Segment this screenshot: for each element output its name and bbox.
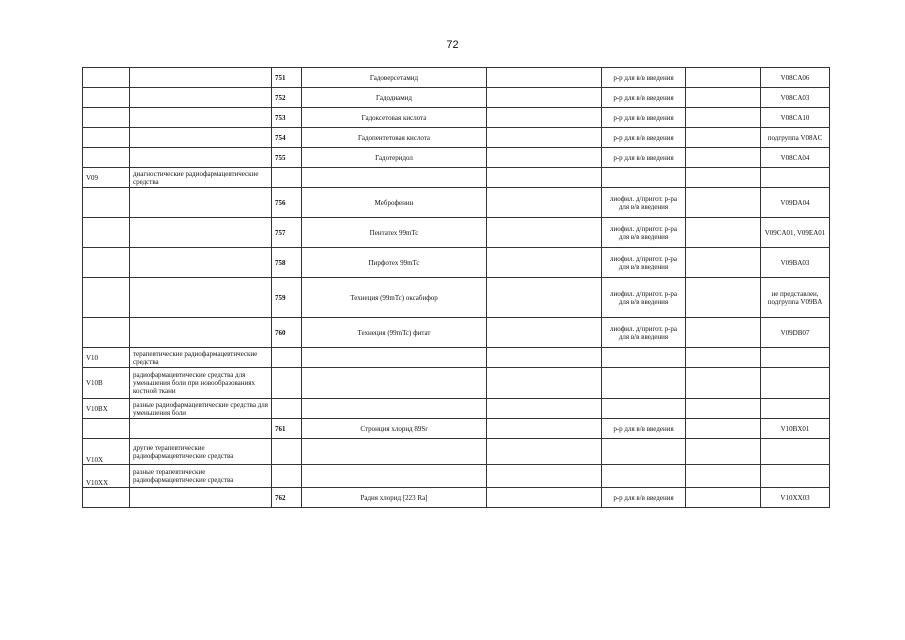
drug-name: Гадоксетовая кислота: [302, 108, 487, 128]
dosage-form: р-р для в/в введения: [602, 488, 686, 508]
drug-name: Гадотеридол: [302, 148, 487, 168]
empty-cell: [686, 128, 761, 148]
empty-cell: [487, 439, 602, 465]
table-row: [83, 348, 830, 368]
row-number: 761: [272, 419, 302, 439]
table-row: [83, 439, 830, 465]
drug-name: [302, 465, 487, 488]
atc-group-code: V10B: [83, 368, 130, 399]
atc-group-name: терапевтические радиофармацевтические средства: [130, 348, 272, 368]
empty-cell: [686, 368, 761, 399]
row-number: 758: [272, 248, 302, 278]
atc-group-code: [83, 419, 130, 439]
atc-group-code: V09: [83, 168, 130, 188]
row-number: 762: [272, 488, 302, 508]
atc-code: V08CA06: [761, 68, 830, 88]
row-number: 757: [272, 218, 302, 248]
atc-code: V09DB07: [761, 318, 830, 348]
atc-group-code: [83, 318, 130, 348]
drug-name: Гадоверсетамид: [302, 68, 487, 88]
empty-cell: [686, 218, 761, 248]
empty-cell: [487, 88, 602, 108]
empty-cell: [487, 168, 602, 188]
empty-cell: [686, 488, 761, 508]
atc-code: [761, 168, 830, 188]
atc-code: [761, 368, 830, 399]
atc-group-code: [83, 68, 130, 88]
row-number: 754: [272, 128, 302, 148]
dosage-form: лиофил. д/пригот. р-ра для в/в введения: [602, 278, 686, 318]
empty-cell: [686, 68, 761, 88]
empty-cell: [487, 248, 602, 278]
atc-group-name: [130, 488, 272, 508]
empty-cell: [487, 148, 602, 168]
dosage-form: [602, 399, 686, 419]
dosage-form: [602, 168, 686, 188]
atc-code: V08CA10: [761, 108, 830, 128]
drug-name: Технеция (99mTc) фитат: [302, 318, 487, 348]
atc-group-name: [130, 419, 272, 439]
row-number: 759: [272, 278, 302, 318]
dosage-form: лиофил. д/пригот. р-ра для в/в введения: [602, 218, 686, 248]
empty-cell: [686, 248, 761, 278]
drug-name: Радия хлорид [223 Ra]: [302, 488, 487, 508]
drug-name: [302, 368, 487, 399]
drug-name: Гадопентетовая кислота: [302, 128, 487, 148]
atc-group-name: [130, 188, 272, 218]
empty-cell: [686, 88, 761, 108]
dosage-form: р-р для в/в введения: [602, 68, 686, 88]
empty-cell: [487, 278, 602, 318]
page-number: 72: [446, 39, 459, 51]
atc-group-code: [83, 488, 130, 508]
empty-cell: [487, 488, 602, 508]
empty-cell: [686, 439, 761, 465]
atc-group-name: разные радиофармацевтические средства для уменьшения боли: [130, 399, 272, 419]
row-number: [272, 439, 302, 465]
atc-code: [761, 439, 830, 465]
atc-group-name: [130, 128, 272, 148]
empty-cell: [686, 278, 761, 318]
dosage-form: р-р для в/в введения: [602, 128, 686, 148]
drug-name: Гадодиамид: [302, 88, 487, 108]
table-row: [83, 318, 830, 348]
table-row: [83, 465, 830, 488]
row-number: 751: [272, 68, 302, 88]
empty-cell: [686, 419, 761, 439]
atc-group-name: [130, 218, 272, 248]
table-row: [83, 488, 830, 508]
empty-cell: [487, 348, 602, 368]
table-row: [83, 68, 830, 88]
empty-cell: [686, 168, 761, 188]
table-row: [83, 399, 830, 419]
table-row: [83, 368, 830, 399]
atc-code: V09DA04: [761, 188, 830, 218]
atc-group-code: [83, 148, 130, 168]
atc-group-name: [130, 318, 272, 348]
row-number: [272, 168, 302, 188]
empty-cell: [487, 188, 602, 218]
dosage-form: р-р для в/в введения: [602, 108, 686, 128]
row-number: 755: [272, 148, 302, 168]
atc-code: подгруппа V08AC: [761, 128, 830, 148]
empty-cell: [487, 318, 602, 348]
dosage-form: лиофил. д/пригот. р-ра для в/в введения: [602, 318, 686, 348]
atc-group-code: [83, 278, 130, 318]
atc-group-name: другие терапевтические радиофармацевтические средства: [130, 439, 272, 465]
dosage-form: [602, 439, 686, 465]
atc-code: V08CA04: [761, 148, 830, 168]
empty-cell: [487, 399, 602, 419]
row-number: [272, 465, 302, 488]
table-row: [83, 168, 830, 188]
atc-group-code: V10XX: [83, 465, 130, 488]
dosage-form: р-р для в/в введения: [602, 88, 686, 108]
table-row: [83, 128, 830, 148]
row-number: 760: [272, 318, 302, 348]
atc-code: V09BA03: [761, 248, 830, 278]
atc-group-name: [130, 248, 272, 278]
drug-registry-table: [82, 67, 830, 508]
dosage-form: [602, 465, 686, 488]
atc-group-name: разные терапевтические радиофармацевтические средства: [130, 465, 272, 488]
atc-group-code: V10: [83, 348, 130, 368]
empty-cell: [686, 399, 761, 419]
empty-cell: [487, 108, 602, 128]
atc-code: [761, 348, 830, 368]
empty-cell: [487, 465, 602, 488]
atc-code: [761, 465, 830, 488]
table-row: [83, 278, 830, 318]
row-number: 756: [272, 188, 302, 218]
empty-cell: [487, 218, 602, 248]
atc-code: [761, 399, 830, 419]
atc-group-code: [83, 108, 130, 128]
row-number: 753: [272, 108, 302, 128]
drug-name: [302, 439, 487, 465]
table-row: [83, 148, 830, 168]
dosage-form: [602, 368, 686, 399]
empty-cell: [686, 318, 761, 348]
row-number: [272, 399, 302, 419]
table-row: [83, 88, 830, 108]
table-row: [83, 188, 830, 218]
atc-group-code: V10X: [83, 439, 130, 465]
atc-group-name: [130, 148, 272, 168]
row-number: [272, 348, 302, 368]
empty-cell: [686, 148, 761, 168]
atc-group-code: [83, 88, 130, 108]
atc-code: V09CA01, V09EA01: [761, 218, 830, 248]
table-row: [83, 108, 830, 128]
atc-code: V10XX03: [761, 488, 830, 508]
dosage-form: р-р для в/в введения: [602, 148, 686, 168]
atc-code: не представлен, подгруппа V09BA: [761, 278, 830, 318]
dosage-form: [602, 348, 686, 368]
atc-group-code: [83, 188, 130, 218]
drug-name: Пирфотех 99mTc: [302, 248, 487, 278]
atc-group-code: V10BX: [83, 399, 130, 419]
empty-cell: [487, 128, 602, 148]
atc-group-code: [83, 248, 130, 278]
row-number: 752: [272, 88, 302, 108]
drug-name: Пентатех 99mTc: [302, 218, 487, 248]
atc-code: V08CA03: [761, 88, 830, 108]
atc-code: V10BX01: [761, 419, 830, 439]
atc-group-name: диагностические радиофармацевтические средства: [130, 168, 272, 188]
dosage-form: лиофил. д/пригот. р-ра для в/в введения: [602, 188, 686, 218]
dosage-form: р-р для в/в введения: [602, 419, 686, 439]
drug-name: Технеция (99mTc) оксабифор: [302, 278, 487, 318]
empty-cell: [487, 68, 602, 88]
drug-name: [302, 399, 487, 419]
atc-group-name: [130, 68, 272, 88]
atc-group-name: радиофармацевтические средства для уменьшения боли при новообразованиях костной ткани: [130, 368, 272, 399]
drug-name: [302, 348, 487, 368]
atc-group-code: [83, 128, 130, 148]
drug-name: Стронция хлорид 89Sr: [302, 419, 487, 439]
empty-cell: [686, 188, 761, 218]
empty-cell: [487, 368, 602, 399]
atc-group-name: [130, 278, 272, 318]
empty-cell: [686, 348, 761, 368]
dosage-form: лиофил. д/пригот. р-ра для в/в введения: [602, 248, 686, 278]
row-number: [272, 368, 302, 399]
empty-cell: [487, 419, 602, 439]
drug-name: Меброфенин: [302, 188, 487, 218]
atc-group-name: [130, 108, 272, 128]
table-row: [83, 419, 830, 439]
empty-cell: [686, 108, 761, 128]
atc-group-code: [83, 218, 130, 248]
empty-cell: [686, 465, 761, 488]
table-row: [83, 248, 830, 278]
atc-group-name: [130, 88, 272, 108]
drug-name: [302, 168, 487, 188]
table-row: [83, 218, 830, 248]
